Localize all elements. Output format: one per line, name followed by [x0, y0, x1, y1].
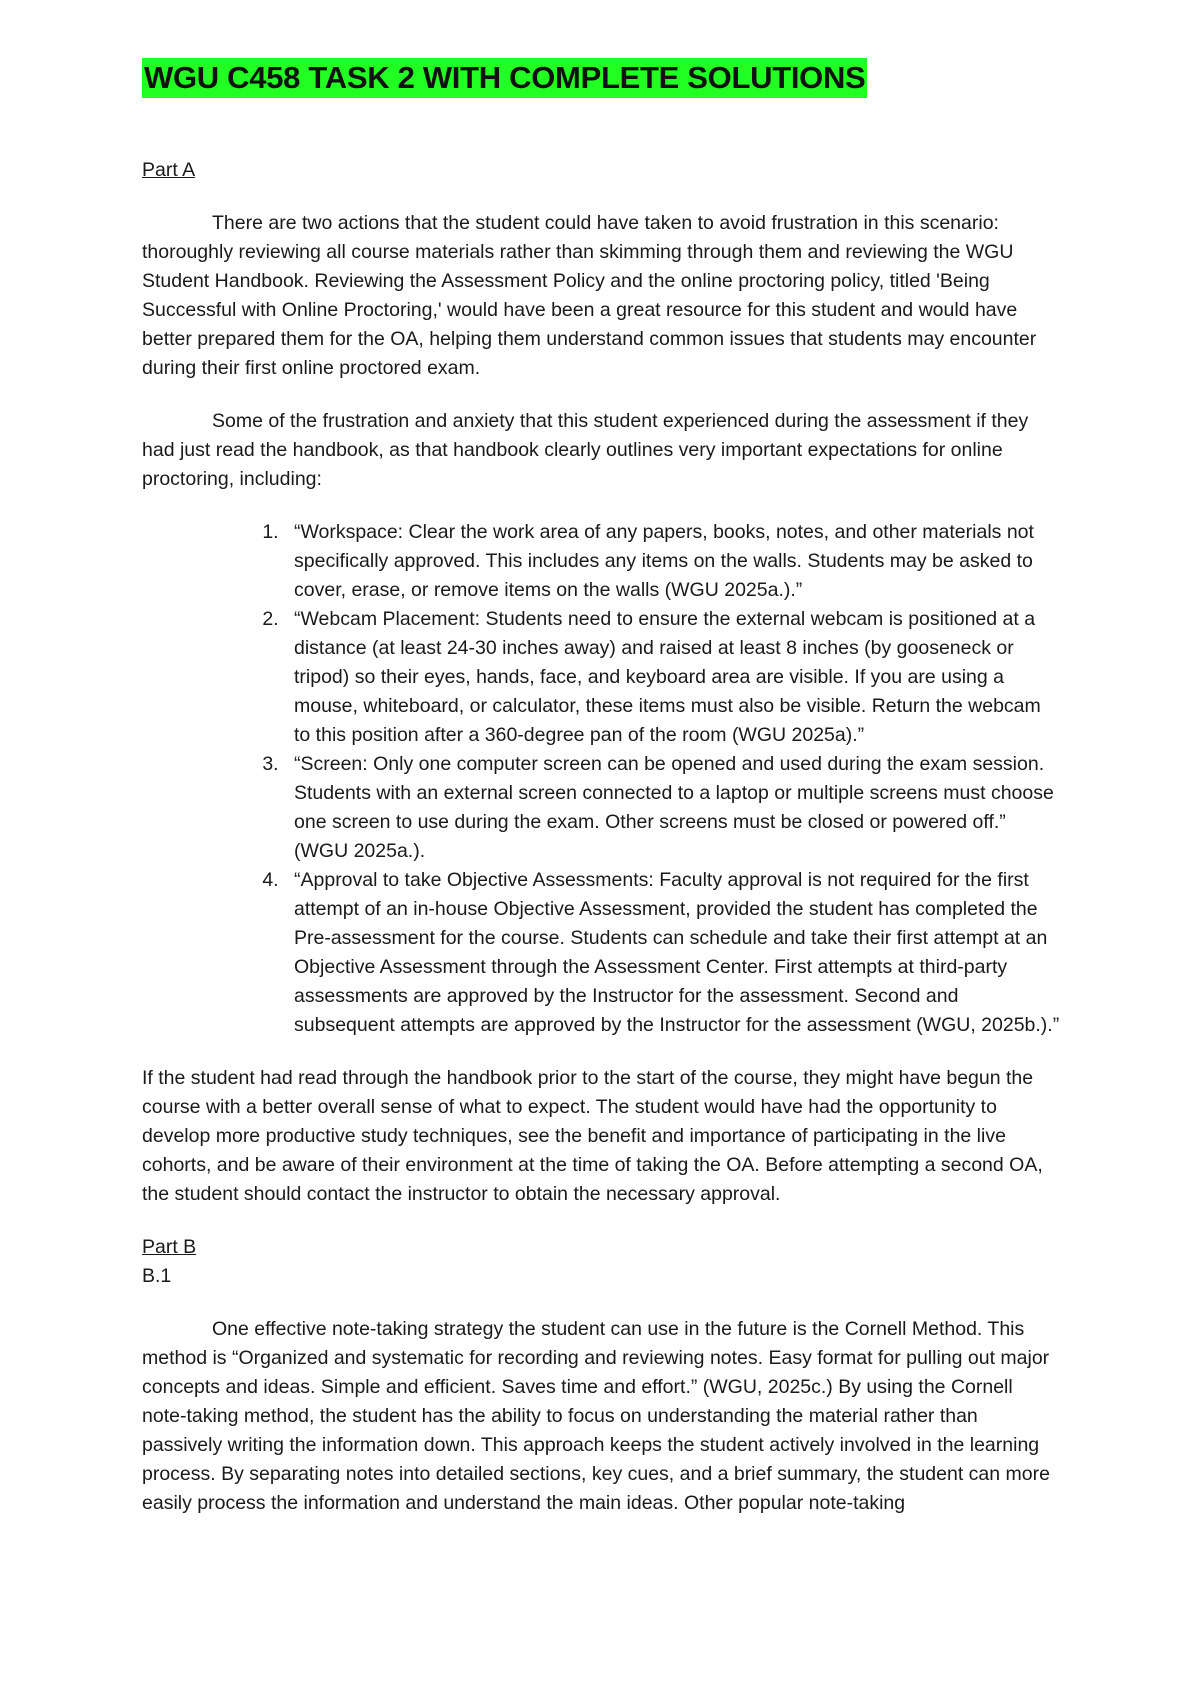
- list-item: 2. “Webcam Placement: Students need to ensure the external webcam is positioned at a distance (at least 24-30 inches away) and raised at least 8 inches (by gooseneck or tripod) so their eyes, hands, face, and keyboard area are visible. If you are using a mouse, whiteboard, or calculator, these items must also be visible. Return the webcam to this position after a 360-degree pan of the room (WGU 2025a).”: [284, 605, 1062, 750]
- part-a-paragraph-1: There are two actions that the student could have taken to avoid frustration in this scenario: thoroughly reviewing all course materials rather than skimming through them and reviewing the WGU Student Handbook. Reviewing the Assessment Policy and the online proctoring policy, titled 'Being Successful with Online Proctoring,' would have been a great resource for this student and would have better prepared them for the OA, helping them understand common issues that students may encounter during their first online proctored exam.: [142, 212, 1037, 379]
- list-item: 4. “Approval to take Objective Assessments: Faculty approval is not required for the first attempt of an in-house Objective Assessment, provided the student has completed the Pre-assessment for the course. Students can schedule and take their first attempt at an Objective Assessment through the Assessment Center. First attempts at third-party assessments are approved by the Instructor for the assessment. Second and subsequent attempts are approved by the Instructor for the assessment (WGU, 2025b.).”: [284, 866, 1062, 1040]
- part-a-heading: Part A: [142, 159, 196, 181]
- part-b-subheading: B.1: [142, 1265, 172, 1287]
- part-a-paragraph-3: If the student had read through the handbook prior to the start of the course, they might have begun the course with a better overall sense of what to expect. The student would have had the opportunity to develop more productive study techniques, see the benefit and importance of participating in the live cohorts, and be aware of their environment at the time of taking the OA. Before attempting a second OA, the student should contact the instructor to obtain the necessary approval.: [142, 1067, 1043, 1205]
- list-item: 1. “Workspace: Clear the work area of any papers, books, notes, and other materials not specifically approved. This includes any items on the walls. Students may be asked to cover, erase, or remove items on the walls (WGU 2025a.).”: [284, 518, 1062, 605]
- part-b-heading: Part B: [142, 1236, 197, 1258]
- document-title: WGU C458 TASK 2 WITH COMPLETE SOLUTIONS: [142, 58, 867, 98]
- list-item: 3. “Screen: Only one computer screen can be opened and used during the exam session. Students with an external screen connected to a laptop or multiple screens must choose one screen to use during the exam. Other screens must be closed or powered off.” (WGU 2025a.).: [284, 750, 1062, 866]
- part-a-paragraph-2: Some of the frustration and anxiety that this student experienced during the assessment if they had just read the handbook, as that handbook clearly outlines very important expectations for online proctoring, including:: [142, 410, 1029, 490]
- handbook-expectations-list: [142, 518, 1062, 1040]
- part-b-paragraph-1: One effective note-taking strategy the student can use in the future is the Cornell Method. This method is “Organized and systematic for recording and reviewing notes. Easy format for pulling out major concepts and ideas. Simple and efficient. Saves time and effort.” (WGU, 2025c.) By using the Cornell note-taking method, the student has the ability to focus on understanding the material rather than passively writing the information down. This approach keeps the student actively involved in the learning process. By separating notes into detailed sections, key cues, and a brief summary, the student can more easily process the information and understand the main ideas. Other popular note-taking: [142, 1318, 1050, 1514]
- document-page: [142, 58, 1062, 1518]
